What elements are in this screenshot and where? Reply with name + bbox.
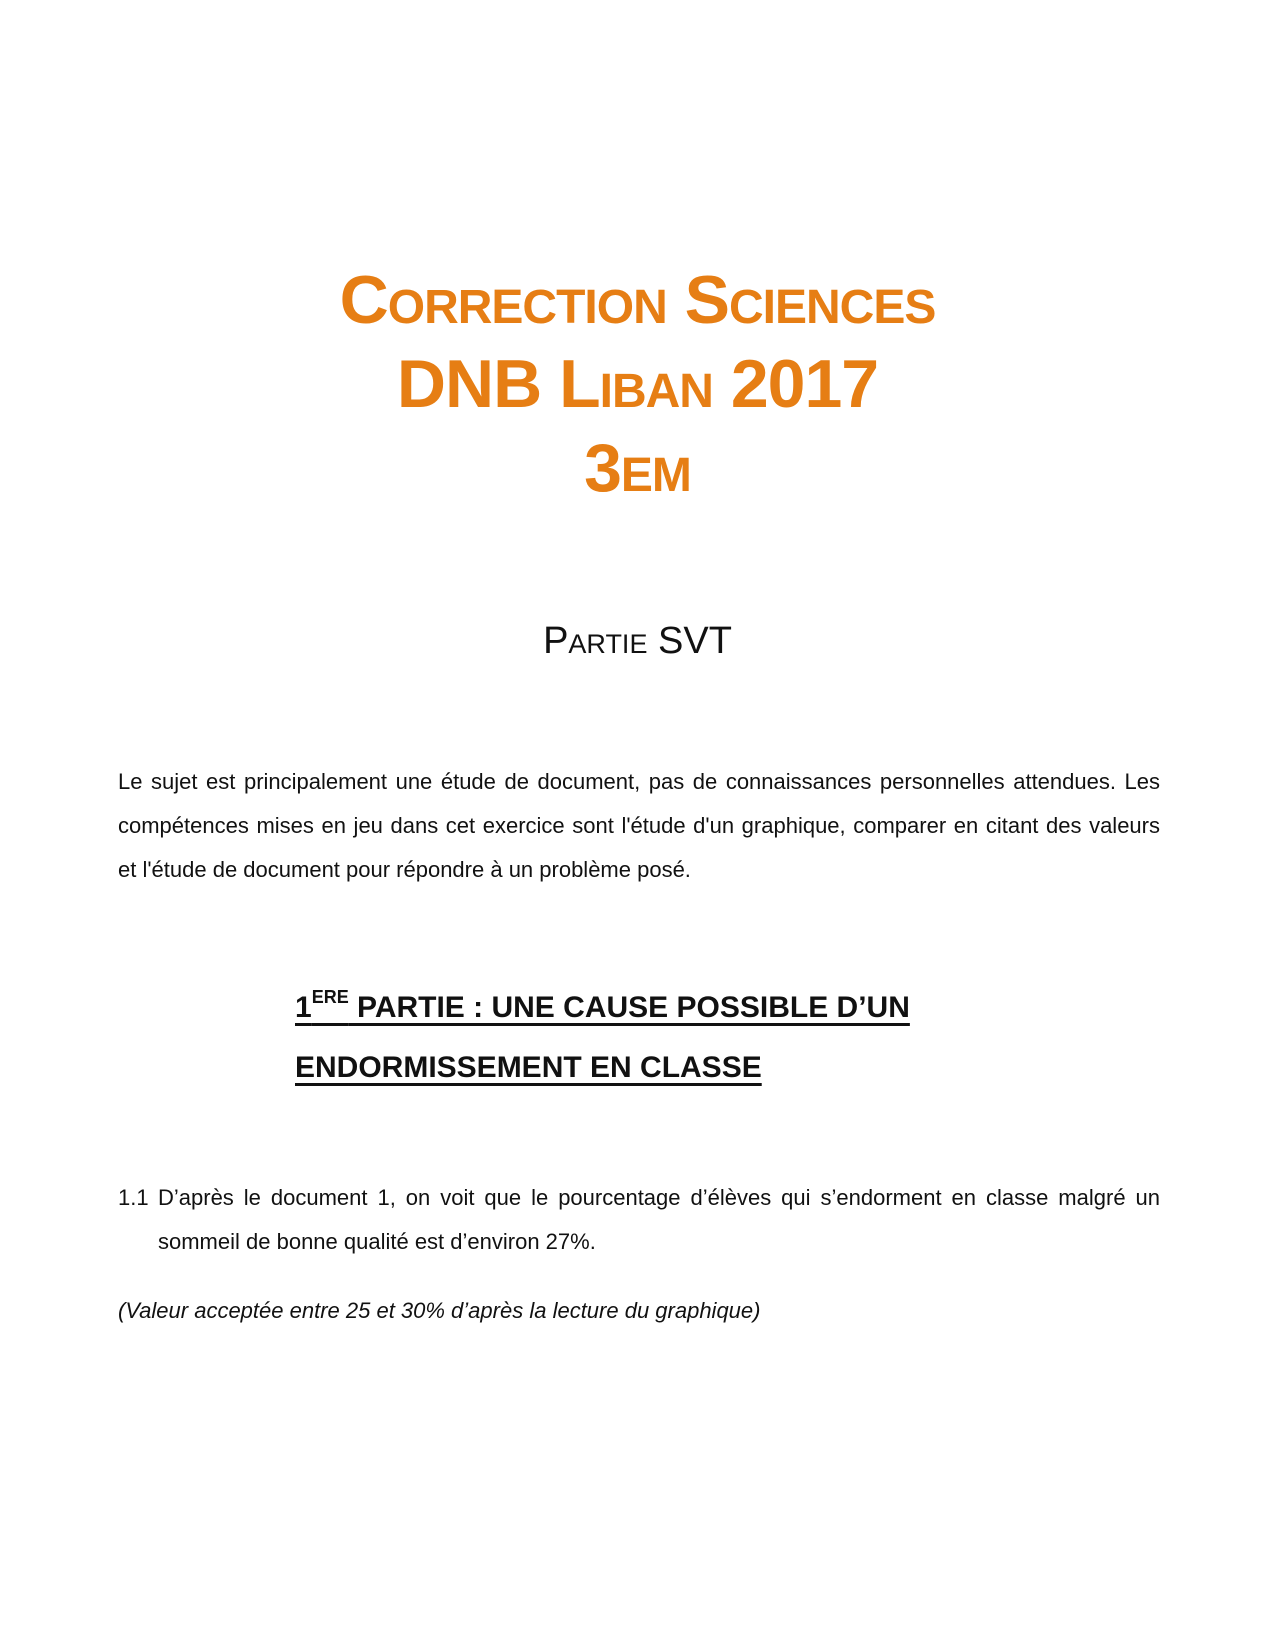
answer-text: D’après le document 1, on voit que le pourcentage d’élèves qui s’endorment en classe malgré un sommeil de bonne qualité est d’environ 27%. bbox=[158, 1185, 1160, 1254]
section-number: 1 bbox=[295, 991, 312, 1024]
answer-number: 1.1 bbox=[118, 1185, 149, 1210]
accepted-value-note: (Valeur acceptée entre 25 et 30% d’après la lecture du graphique) bbox=[118, 1298, 761, 1323]
section-heading-line-1 bbox=[295, 978, 1015, 1038]
title-line-2: DNB Liban 2017 bbox=[396, 346, 879, 422]
section-ordinal-suffix: ERE bbox=[311, 987, 349, 1007]
title-line-1: Correction Sciences bbox=[339, 262, 936, 338]
section-title-part1: PARTIE : UNE CAUSE POSSIBLE D’UN bbox=[348, 991, 910, 1024]
answer-1-1 bbox=[118, 1176, 1160, 1264]
intro-paragraph: Le sujet est principalement une étude de document, pas de connaissances personnelles attendues. Les compétences mises en jeu dans cet exercice sont l'étude d'un graphique, comparer en citant des valeurs et l'étude de document pour répondre à un problème posé. bbox=[118, 769, 1160, 882]
section-heading bbox=[295, 978, 1015, 1098]
part-subtitle: Partie SVT bbox=[543, 620, 732, 662]
document-title bbox=[0, 258, 1275, 510]
section-title-part2: ENDORMISSEMENT EN CLASSE bbox=[295, 1051, 762, 1084]
title-line-3: 3em bbox=[584, 430, 691, 506]
